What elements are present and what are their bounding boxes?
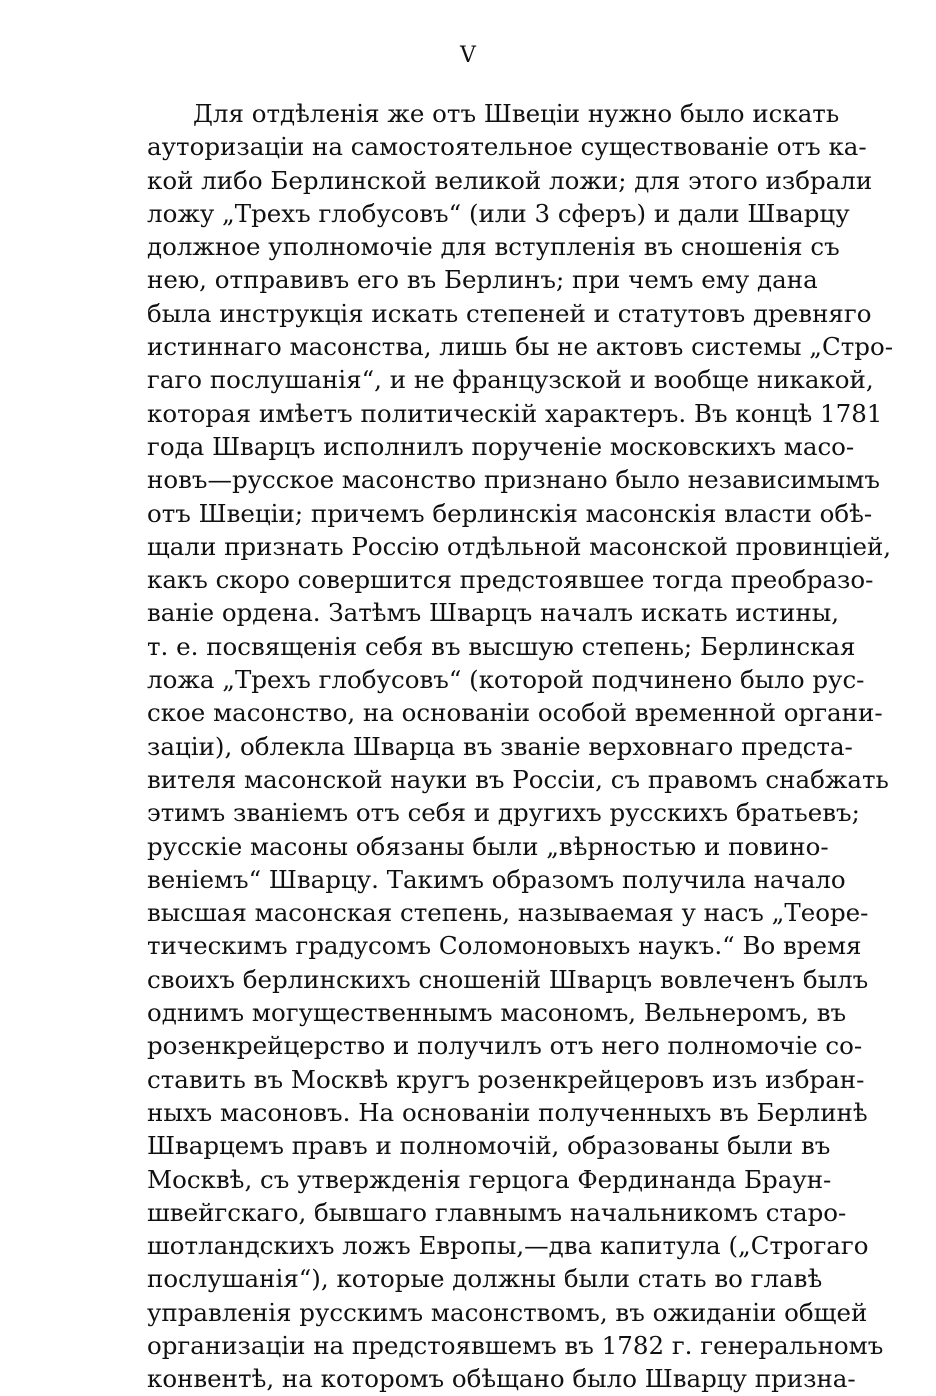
text-line: этимъ званіемъ отъ себя и другихъ русскихъ братьевъ; (147, 798, 860, 828)
text-line: вителя масонской науки въ Россіи, съ правомъ снабжать (147, 764, 889, 794)
text-line: Шварцемъ правъ и полномочій, образованы были въ (147, 1131, 831, 1161)
text-line: тическимъ градусомъ Соломоновыхъ наукъ.“ Во время (147, 931, 862, 961)
text-line: организаціи на предстоявшемъ въ 1782 г. генеральномъ (147, 1330, 884, 1360)
text-line: конвентѣ, на которомъ обѣщано было Шварцу призна- (147, 1364, 856, 1394)
text-line: ложу „Трехъ глобусовъ“ (или 3 сферъ) и дали Шварцу (147, 198, 850, 228)
text-line: ставить въ Москвѣ кругъ розенкрейцеровъ изъ избран- (147, 1064, 865, 1094)
text-line: швейгскаго, бывшаго главнымъ начальникомъ старо- (147, 1197, 847, 1227)
text-line: розенкрейцерство и получилъ отъ него полномочіе со- (147, 1031, 863, 1061)
text-line: какъ скоро совершится предстоявшее тогда преобразо- (147, 565, 874, 595)
text-line: веніемъ“ Шварцу. Такимъ образомъ получила начало (147, 864, 846, 894)
text-line: ныхъ масоновъ. На основаніи полученныхъ въ Берлинѣ (147, 1097, 868, 1127)
text-line: щали признать Россію отдѣльной масонской провинціей, (147, 531, 892, 561)
text-line: которая имѣетъ политическій характеръ. Въ концѣ 1781 (147, 398, 883, 428)
text-line: шотландскихъ ложъ Европы,—два капитула („Строгаго (147, 1231, 869, 1261)
text-line: однимъ могущественнымъ масономъ, Вельнеромъ, въ (147, 998, 847, 1028)
text-line: ваніе ордена. Затѣмъ Шварцъ началъ искать истины, (147, 598, 840, 628)
text-line: русскіе масоны обязаны были „вѣрностью и повино- (147, 831, 829, 861)
text-line: Москвѣ, съ утвержденія герцога Фердинанда Браун- (147, 1164, 832, 1194)
text-line: новъ—русское масонство признано было независимымъ (147, 465, 880, 495)
text-line: истиннаго масонства, лишь бы не актовъ системы „Стро- (147, 332, 894, 362)
text-line: отъ Швеціи; причемъ берлинскія масонскія власти обѣ- (147, 498, 873, 528)
text-line: ауторизаціи на самостоятельное существованіе отъ ка- (147, 132, 867, 162)
text-line: должное уполномочіе для вступленія въ сношенія съ (147, 232, 840, 262)
text-line: года Шварцъ исполнилъ порученіе московскихъ масо- (147, 431, 855, 461)
text-line: высшая масонская степень, называемая у насъ „Теоре- (147, 898, 869, 928)
text-line: ложа „Трехъ глобусовъ“ (которой подчинено было рус- (147, 665, 865, 695)
text-line: гаго послушанія“, и не французской и вообще никакой, (147, 365, 874, 395)
text-line: Для отдѣленія же отъ Швеціи нужно было искать (193, 99, 840, 128)
page-number: V (460, 43, 476, 68)
text-line: была инструкція искать степеней и статутовъ древняго (147, 298, 872, 328)
text-line: своихъ берлинскихъ сношеній Шварцъ вовлеченъ былъ (147, 964, 869, 994)
text-line: послушанія“), которые должны были стать во главѣ (147, 1264, 823, 1294)
text-line: т. е. посвященія себя въ высшую степень; Берлинская (147, 631, 856, 661)
text-line: нею, отправивъ его въ Берлинъ; при чемъ ему дана (147, 265, 818, 295)
body-text (147, 97, 894, 1394)
text-line: заціи), облекла Шварца въ званіе верховнаго предста- (147, 731, 853, 761)
text-line: управленія русскимъ масонствомъ, въ ожиданіи общей (147, 1297, 868, 1327)
text-line: кой либо Берлинской великой ложи; для этого избрали (147, 165, 873, 195)
text-line: ское масонство, на основаніи особой временной органи- (147, 698, 883, 728)
